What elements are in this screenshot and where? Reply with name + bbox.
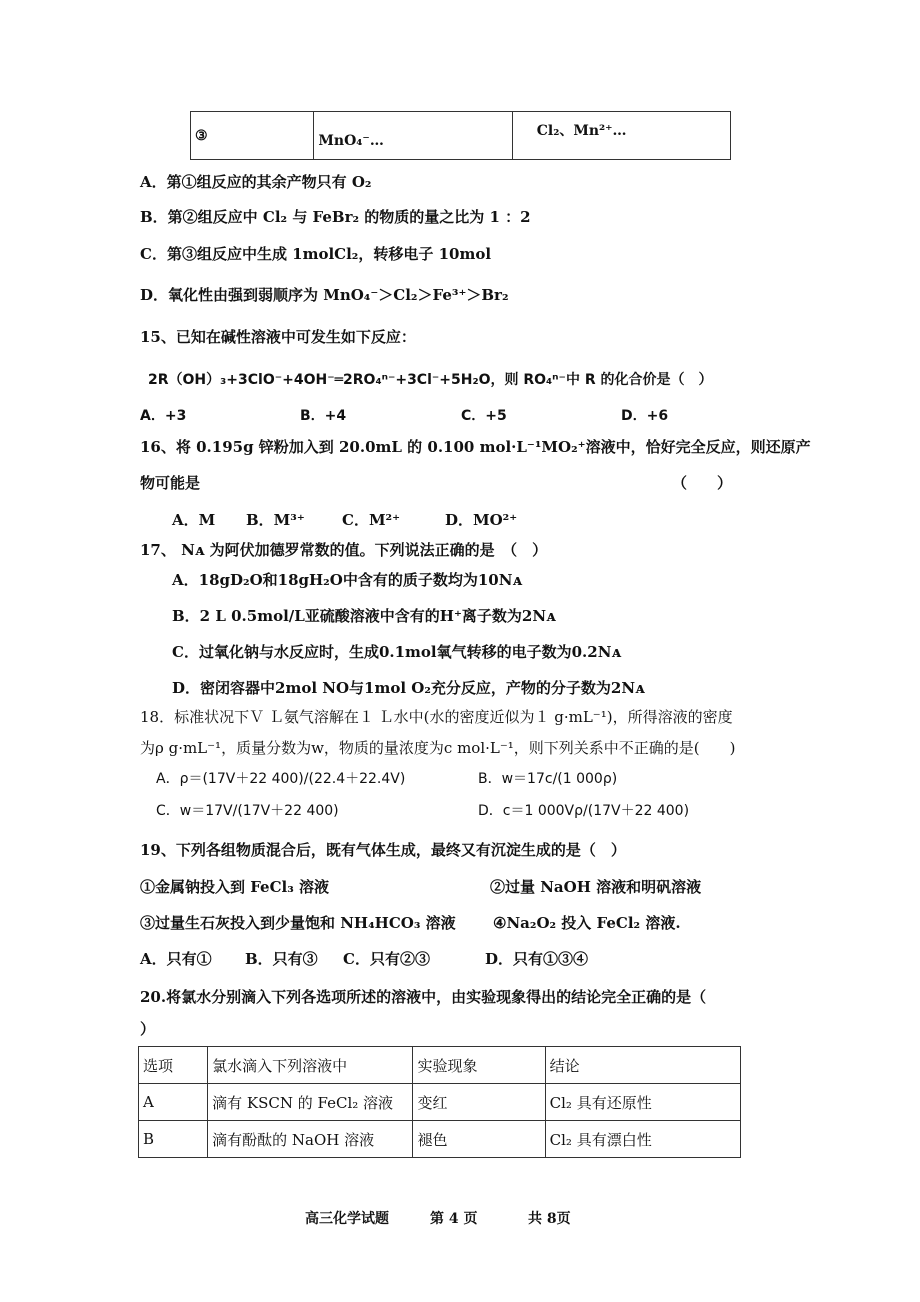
- table-row: [139, 1084, 741, 1121]
- q15-option-b: B．+4: [300, 408, 347, 424]
- q18-option-c: C．w＝17V/(17V＋22 400): [156, 803, 339, 819]
- q15-option-d: D．+6: [621, 408, 669, 424]
- q18-option-b: B．w＝17c/(1 000ρ): [478, 771, 618, 787]
- table-header-cell: 实验现象: [413, 1047, 545, 1084]
- table-header-cell: 氯水滴入下列溶液中: [208, 1047, 413, 1084]
- q16-option-c: C．M²⁺: [342, 511, 401, 529]
- table-cell: 变红: [413, 1084, 545, 1121]
- table-row: [139, 1121, 741, 1158]
- q19-option-a: A．只有①: [140, 950, 212, 968]
- q20-stem-line1: 20.将氯水分别滴入下列各选项所述的溶液中，由实验现象得出的结论完全正确的是（: [140, 988, 707, 1006]
- table-cell: 滴有酚酞的 NaOH 溶液: [208, 1121, 413, 1158]
- q14-option-d: D．氧化性由强到弱顺序为 MnO₄⁻＞Cl₂＞Fe³⁺＞Br₂: [140, 286, 509, 304]
- table-header-row: [139, 1047, 741, 1084]
- table-cell: Cl₂、Mn²⁺…: [512, 112, 730, 160]
- q16-stem-line1: 16、将 0.195g 锌粉加入到 20.0mL 的 0.100 mol·L⁻¹MO₂⁺溶液中，恰好完全反应，则还原产: [140, 438, 811, 456]
- q14-option-a: A．第①组反应的其余产物只有 O₂: [140, 173, 372, 191]
- table-header-cell: 选项: [139, 1047, 208, 1084]
- table-header-cell: 结论: [545, 1047, 740, 1084]
- q19-choice-3: ③过量生石灰投入到少量饱和 NH₄HCO₃ 溶液: [140, 914, 456, 932]
- q14-option-b: B．第②组反应中 Cl₂ 与 FeBr₂ 的物质的量之比为 1 ：2: [140, 208, 531, 226]
- q19-stem: 19、下列各组物质混合后，既有气体生成，最终又有沉淀生成的是（ ）: [140, 841, 626, 859]
- q16-option-b: B．M³⁺: [246, 511, 305, 529]
- table-cell: Cl₂ 具有还原性: [545, 1084, 740, 1121]
- table-cell: MnO₄⁻…: [314, 112, 512, 160]
- q19-option-d: D．只有①③④: [485, 950, 589, 968]
- q17-option-d: D．密闭容器中2mol NO与1mol O₂充分反应，产物的分子数为2Nᴀ: [172, 679, 645, 697]
- footer-page-number: 第 4 页: [430, 1211, 478, 1227]
- q19-option-b: B．只有③: [245, 950, 318, 968]
- q19-choice-4: ④Na₂O₂ 投入 FeCl₂ 溶液.: [493, 914, 681, 932]
- q17-stem: 17、 Nᴀ 为阿伏加德罗常数的值。下列说法正确的是 （ ）: [140, 541, 548, 559]
- q16-option-a: A．M: [172, 511, 216, 529]
- footer-total-pages: 共 8页: [528, 1211, 571, 1227]
- q18-stem-line2: 为ρ g·mL⁻¹，质量分数为w，物质的量浓度为c mol·L⁻¹，则下列关系中不正确的是( ): [140, 739, 736, 757]
- q19-choice-2: ②过量 NaOH 溶液和明矾溶液: [490, 878, 702, 896]
- q15-option-a: A．+3: [140, 408, 187, 424]
- table-cell: Cl₂ 具有漂白性: [545, 1121, 740, 1158]
- table-cell: ③: [191, 112, 314, 160]
- table-cell: 褪色: [413, 1121, 545, 1158]
- q16-answer-paren: （ ）: [672, 474, 733, 492]
- q17-option-a: A．18gD₂O和18gH₂O中含有的质子数均为10Nᴀ: [172, 571, 523, 589]
- table-cell: A: [139, 1084, 208, 1121]
- q17-option-c: C．过氧化钠与水反应时，生成0.1mol氧气转移的电子数为0.2Nᴀ: [172, 643, 622, 661]
- q18-option-d: D．c＝1 000Vρ/(17V＋22 400): [478, 803, 690, 819]
- reaction-table: [190, 111, 731, 160]
- q18-stem-line1: 18．标准状况下Ｖ Ｌ氨气溶解在１ Ｌ水中(水的密度近似为１ g·mL⁻¹)，所得溶液的密度: [140, 708, 733, 726]
- q15-stem: 15、已知在碱性溶液中可发生如下反应：: [140, 328, 416, 346]
- table-cell: B: [139, 1121, 208, 1158]
- q17-option-b: B．2 L 0.5mol/L亚硫酸溶液中含有的H⁺离子数为2Nᴀ: [172, 607, 556, 625]
- q16-stem-line2: 物可能是: [140, 474, 201, 492]
- table-cell: 滴有 KSCN 的 FeCl₂ 溶液: [208, 1084, 413, 1121]
- q16-option-d: D．MO²⁺: [445, 511, 518, 529]
- q19-choice-1: ①金属钠投入到 FeCl₃ 溶液: [140, 878, 330, 896]
- q19-option-c: C．只有②③: [343, 950, 430, 968]
- footer-subject: 高三化学试题: [305, 1211, 389, 1227]
- q20-stem-line2: ）: [140, 1020, 156, 1038]
- q15-equation: 2R（OH）₃+3ClO⁻+4OH⁻═2RO₄ⁿ⁻+3Cl⁻+5H₂O，则 RO₄ⁿ⁻中 R 的化合价是（ ）: [148, 372, 713, 388]
- q15-option-c: C．+5: [461, 408, 507, 424]
- q18-option-a: A．ρ＝(17V＋22 400)/(22.4＋22.4V): [156, 771, 406, 787]
- q14-option-c: C．第③组反应中生成 1molCl₂，转移电子 10mol: [140, 245, 492, 263]
- q20-table: [138, 1046, 741, 1158]
- table-row: [191, 112, 731, 160]
